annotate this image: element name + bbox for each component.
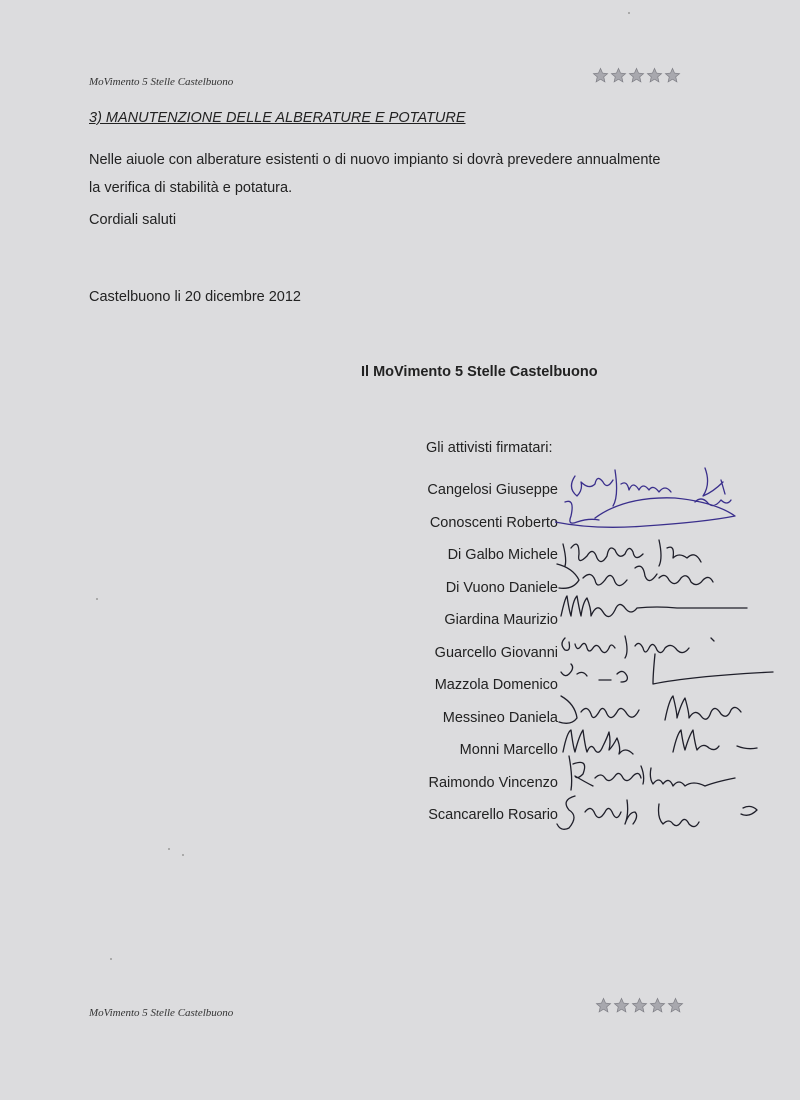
paragraph-line-1: Nelle aiuole con alberature esistenti o di nuovo impianto si dovrà prevedere annualmente <box>89 152 661 168</box>
star-icon <box>595 997 612 1014</box>
scan-speck <box>96 598 98 600</box>
header-org-text: MoVimento 5 Stelle Castelbuono <box>89 76 234 88</box>
signer-row <box>380 767 558 800</box>
signature-stroke <box>557 564 713 588</box>
signature-stroke <box>561 654 773 684</box>
signer-row <box>380 539 558 572</box>
paragraph-line-2: la verifica di stabilità e potatura. <box>89 180 293 196</box>
signer-name: Giardina Maurizio <box>444 612 558 629</box>
signature-stroke <box>557 796 757 829</box>
signature-stroke <box>562 636 714 658</box>
signer-name: Guarcello Giovanni <box>434 644 558 661</box>
star-icon <box>649 997 666 1014</box>
star-icon <box>610 67 627 84</box>
star-icon <box>646 67 663 84</box>
star-icon <box>631 997 648 1014</box>
scan-speck <box>628 12 630 14</box>
footer-org-text: MoVimento 5 Stelle Castelbuono <box>89 1007 234 1019</box>
signature-stroke <box>561 596 747 617</box>
signer-row <box>380 702 558 735</box>
footer-stars-icon <box>595 997 684 1014</box>
scan-speck <box>110 958 112 960</box>
signer-row <box>380 799 558 832</box>
signature-stroke <box>571 468 725 506</box>
signer-name: Raimondo Vincenzo <box>428 774 558 791</box>
scan-speck <box>168 848 170 850</box>
signer-name: Cangelosi Giuseppe <box>427 482 558 499</box>
signature-stroke <box>569 756 735 790</box>
signers-list <box>380 474 558 832</box>
signer-row <box>380 507 558 540</box>
star-icon <box>667 997 684 1014</box>
signature-stroke <box>563 730 757 754</box>
signer-name: Conoscenti Roberto <box>429 514 558 531</box>
star-icon <box>664 67 681 84</box>
signature-stroke <box>559 696 741 723</box>
signer-name: Di Galbo Michele <box>447 547 558 564</box>
star-icon <box>592 67 609 84</box>
signer-row <box>380 604 558 637</box>
header-stars-icon <box>592 67 681 84</box>
signer-row <box>380 637 558 670</box>
section-title: 3) MANUTENZIONE DELLE ALBERATURE E POTATURE <box>89 110 466 126</box>
signer-name: Monni Marcello <box>459 742 558 759</box>
signer-name: Mazzola Domenico <box>434 677 558 694</box>
star-icon <box>613 997 630 1014</box>
handwritten-signatures <box>555 440 785 840</box>
signer-row <box>380 474 558 507</box>
signer-name: Di Vuono Daniele <box>445 579 558 596</box>
signing-organization: Il MoVimento 5 Stelle Castelbuono <box>361 364 598 380</box>
signature-stroke <box>563 540 701 566</box>
signer-name: Messineo Daniela <box>442 709 558 726</box>
signer-name: Scancarello Rosario <box>428 807 558 824</box>
scan-speck <box>182 854 184 856</box>
signers-heading: Gli attivisti firmatari: <box>426 440 553 456</box>
signer-row <box>380 572 558 605</box>
greeting: Cordiali saluti <box>89 212 177 228</box>
signer-row <box>380 669 558 702</box>
signature-stroke <box>555 498 735 527</box>
place-date: Castelbuono li 20 dicembre 2012 <box>89 289 301 305</box>
section-paragraph <box>89 146 709 202</box>
star-icon <box>628 67 645 84</box>
signer-row <box>380 734 558 767</box>
